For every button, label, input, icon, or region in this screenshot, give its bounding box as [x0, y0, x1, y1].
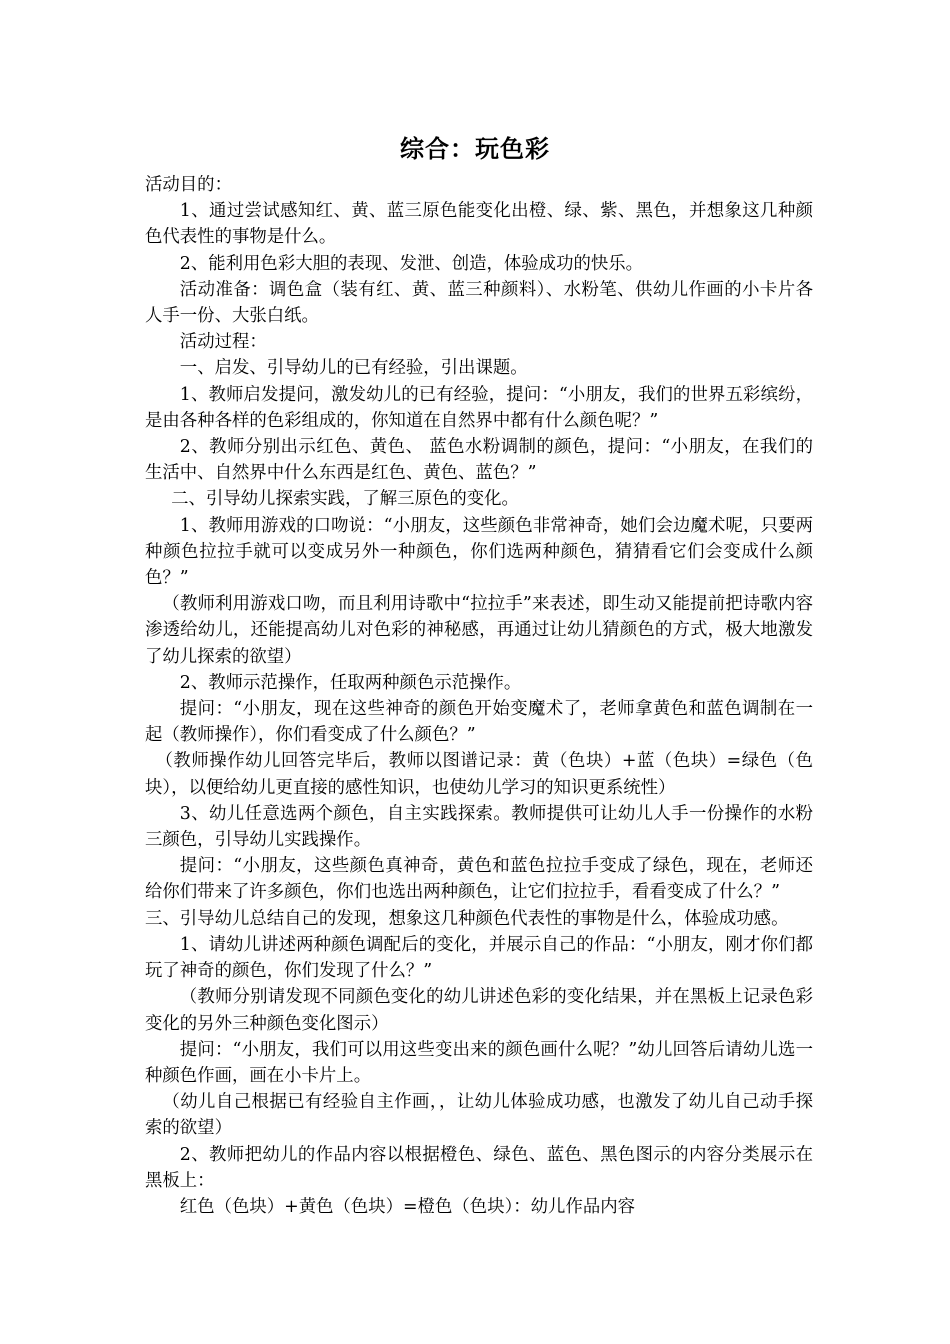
paragraph: 2、教师示范操作，任取两种颜色示范操作。	[179, 672, 522, 693]
paragraph: 1、通过尝试感知红、黄、蓝三原色能变化出橙、绿、紫、黑色，并想象这几种颜色代表性的事物是什么。	[145, 201, 813, 248]
paragraph: 三、引导幼儿总结自己的发现，想象这几种颜色代表性的事物是什么，体验成功感。	[145, 908, 789, 929]
paragraph: （幼儿自己根据已有经验自主作画，，让幼儿体验成功感，也激发了幼儿自己动手探索的欲望）	[145, 1092, 813, 1139]
paragraph: 提问：“小朋友，我们可以用这些变出来的颜色画什么呢？”幼儿回答后请幼儿选一种颜色作画，画在小卡片上。	[145, 1039, 813, 1086]
document-body	[145, 172, 813, 1220]
paragraph: 1、请幼儿讲述两种颜色调配后的变化，并展示自己的作品：“小朋友，刚才你们都玩了神奇的颜色，你们发现了什么？”	[145, 934, 813, 982]
document-title: 综合：玩色彩	[400, 135, 550, 163]
paragraph: 二、引导幼儿探索实践，了解三原色的变化。	[171, 489, 519, 510]
paragraph: 一、启发、引导幼儿的已有经验，引出课题。	[179, 358, 528, 379]
paragraph: 2、能利用色彩大胆的表现、发泄、创造，体验成功的快乐。	[179, 253, 644, 274]
section-heading-goals: 活动目的：	[145, 175, 232, 195]
section-heading-process: 活动过程：	[179, 332, 267, 353]
paragraph: 提问：“小朋友，现在这些神奇的颜色开始变魔术了，老师拿黄色和蓝色调制在一起（教师操作），你们看变成了什么颜色？”	[145, 699, 813, 746]
paragraph: 提问：“小朋友，这些颜色真神奇，黄色和蓝色拉拉手变成了绿色，现在，老师还给你们带来了许多颜色，你们也选出两种颜色，让它们拉拉手，看看变成了什么？”	[145, 856, 813, 903]
paragraph: 1、教师启发提问，激发幼儿的已有经验，提问：“小朋友，我们的世界五彩缤纷，是由各种各样的色彩组成的，你知道在自然界中都有什么颜色呢？”	[145, 384, 813, 431]
paragraph: （教师操作幼儿回答完毕后，教师以图谱记录：黄（色块）+蓝（色块）=绿色（色块），以便给幼儿更直接的感性知识，也使幼儿学习的知识更系统性）	[145, 751, 813, 798]
paragraph: 活动准备：调色盒（装有红、黄、蓝三种颜料）、水粉笔、供幼儿作画的小卡片各人手一份、大张白纸。	[145, 279, 813, 327]
paragraph: 2、教师把幼儿的作品内容以根据橙色、绿色、蓝色、黑色图示的内容分类展示在黑板上：	[145, 1144, 813, 1191]
paragraph: 3、幼儿任意选两个颜色，自主实践探索。教师提供可让幼儿人手一份操作的水粉三颜色，引导幼儿实践操作。	[145, 803, 813, 851]
paragraph: 红色（色块）+黄色（色块）=橙色（色块）：幼儿作品内容	[179, 1196, 636, 1217]
paragraph: 1、教师用游戏的口吻说：“小朋友，这些颜色非常神奇，她们会边魔术呢，只要两种颜色拉拉手就可以变成另外一种颜色，你们选两种颜色，猜猜看它们会变成什么颜色？”	[145, 515, 813, 589]
paragraph: （教师利用游戏口吻，而且利用诗歌中“拉拉手”来表述，即生动又能提前把诗歌内容渗透给幼儿，还能提高幼儿对色彩的神秘感，再通过让幼儿猜颜色的方式，极大地激发了幼儿探索的欲望）	[145, 594, 813, 667]
paragraph: （教师分别请发现不同颜色变化的幼儿讲述色彩的变化结果，并在黑板上记录色彩变化的另外三种颜色变化图示）	[145, 987, 813, 1034]
paragraph: 2、教师分别出示红色、黄色、 蓝色水粉调制的颜色，提问：“小朋友，在我们的生活中、自然界中什么东西是红色、黄色、蓝色？”	[145, 437, 813, 484]
